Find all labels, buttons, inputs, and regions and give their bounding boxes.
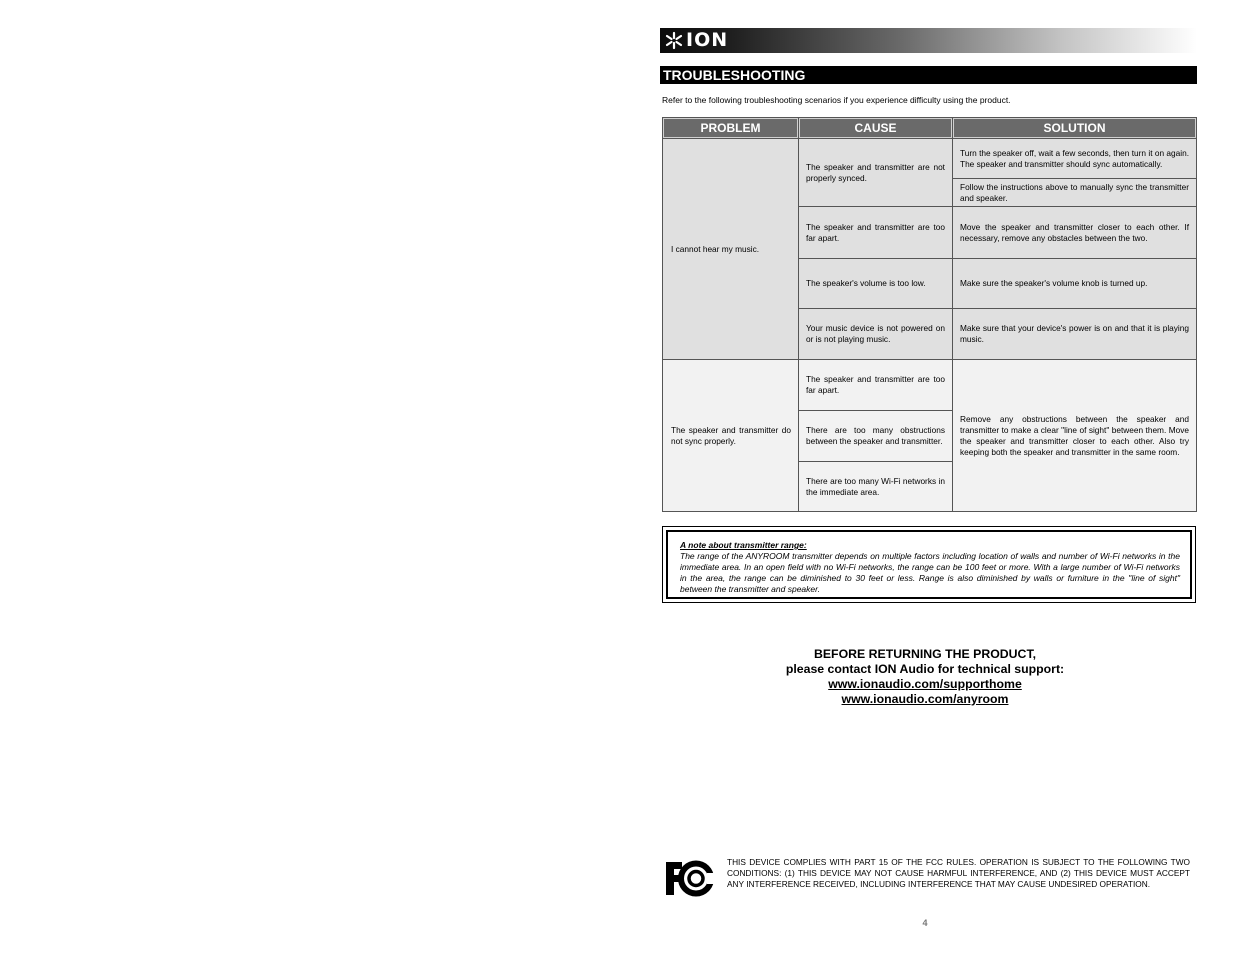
anyroom-link[interactable]: www.ionaudio.com/anyroom [841, 692, 1009, 706]
cause-cell: The speaker and transmitter are not properly synced. [799, 139, 953, 207]
solution-cell: Make sure that your device's power is on and that it is playing music. [953, 309, 1197, 360]
cause-cell: The speaker and transmitter are too far apart. [799, 360, 953, 411]
section-title: TROUBLESHOOTING [660, 66, 1197, 84]
solution-cell: Follow the instructions above to manually sync the transmitter and speaker. [953, 179, 1197, 207]
cause-cell: Your music device is not powered on or is not playing music. [799, 309, 953, 360]
header-solution: SOLUTION [953, 118, 1197, 139]
ion-logo-text: ION [686, 29, 729, 51]
cause-cell: The speaker's volume is too low. [799, 259, 953, 309]
problem-cell: I cannot hear my music. [663, 139, 799, 360]
solution-cell: Move the speaker and transmitter closer to each other. If necessary, remove any obstacles between the two. [953, 207, 1197, 259]
solution-cell: Turn the speaker off, wait a few seconds, then turn it on again. The speaker and transmitter should sync automatically. [953, 139, 1197, 179]
fcc-logo-icon [666, 860, 714, 897]
note-body: The range of the ANYROOM transmitter depends on multiple factors including location of walls and number of Wi-Fi networks in the immediate area. In an open field with no Wi-Fi networks, the range can be 100 feet or more. With a large number of Wi-Fi networks in the area, the range can be diminished to 30 feet or less. Range is also diminished by walls or furniture in the "line of sight" between the transmitter and speaker. [680, 551, 1180, 594]
table-row [663, 139, 1197, 179]
fcc-statement: THIS DEVICE COMPLIES WITH PART 15 OF THE FCC RULES. OPERATION IS SUBJECT TO THE FOLLOWING TWO CONDITIONS: (1) THIS DEVICE MAY NOT CAUSE HARMFUL INTERFERENCE, AND (2) THIS DEVICE MUST ACCEPT ANY INTERFERENCE RECEIVED, INCLUDING INTERFERENCE THAT MAY CAUSE UNDESIRED OPERATION. [727, 857, 1190, 889]
solution-cell: Make sure the speaker's volume knob is turned up. [953, 259, 1197, 309]
ion-logo [664, 31, 728, 50]
support-line-1: BEFORE RETURNING THE PRODUCT, [813, 647, 1037, 661]
support-line-2: please contact ION Audio for technical support: [785, 662, 1065, 676]
note-title: A note about transmitter range: [680, 540, 807, 550]
table-header-row [663, 118, 1197, 139]
page-number: 4 [922, 918, 928, 928]
problem-cell: The speaker and transmitter do not sync properly. [663, 360, 799, 512]
fcc-logo-text: FC [666, 860, 668, 861]
header-problem: PROBLEM [663, 118, 799, 139]
ion-star-icon [664, 31, 684, 50]
support-block [662, 647, 1188, 707]
troubleshooting-table [662, 117, 1197, 512]
intro-text: Refer to the following troubleshooting scenarios if you experience difficulty using the product. [662, 95, 1011, 105]
table-row [663, 360, 1197, 411]
cause-cell: There are too many obstructions between the speaker and transmitter. [799, 411, 953, 462]
cause-cell: There are too many Wi-Fi networks in the immediate area. [799, 462, 953, 512]
header-banner [660, 28, 1197, 53]
cause-cell: The speaker and transmitter are too far apart. [799, 207, 953, 259]
transmitter-range-note [662, 526, 1196, 603]
header-cause: CAUSE [799, 118, 953, 139]
note-box [666, 530, 1192, 599]
support-home-link[interactable]: www.ionaudio.com/supporthome [828, 677, 1022, 691]
solution-cell: Remove any obstructions between the speaker and transmitter to make a clear "line of sight" between them. Move the speaker and transmitter closer to each other. Also try keeping both the speaker and transmitter in the same room. [953, 360, 1197, 512]
